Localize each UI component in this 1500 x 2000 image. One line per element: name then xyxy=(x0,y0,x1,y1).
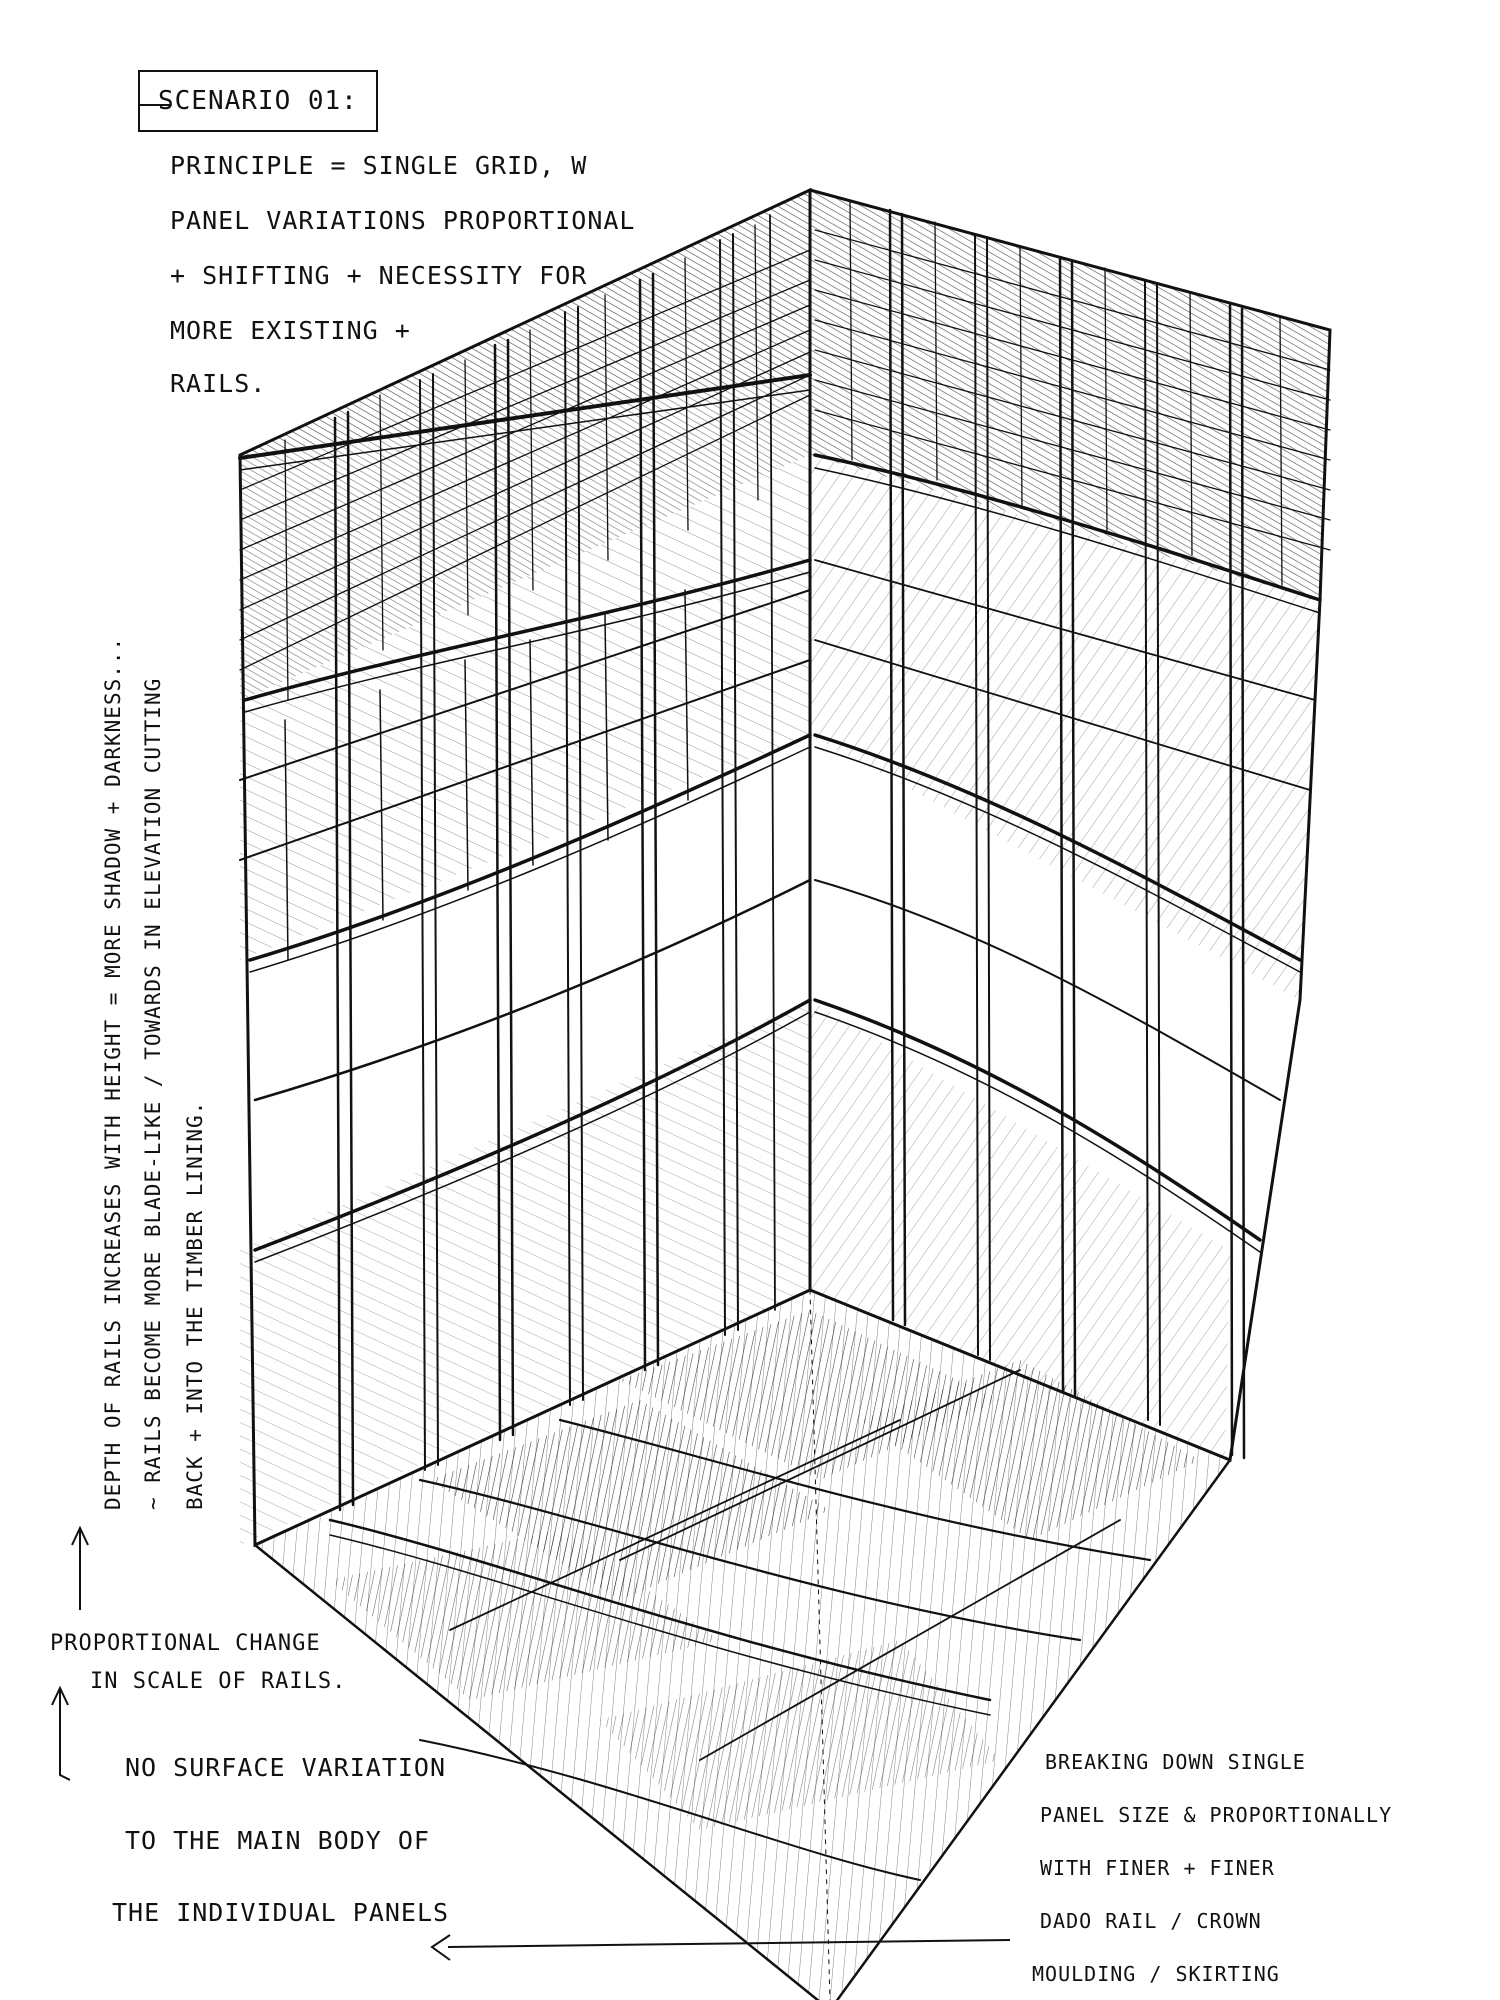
principle-line: MORE EXISTING + xyxy=(170,316,411,345)
surface-note-line: NO SURFACE VARIATION xyxy=(125,1753,447,1782)
principle-line: PRINCIPLE = SINGLE GRID, W xyxy=(170,151,588,180)
right-wall xyxy=(810,190,1330,1460)
breakdown-note-line: WITH FINER + FINER xyxy=(1040,1856,1275,1880)
scenario-title: SCENARIO 01: xyxy=(158,86,358,116)
breakdown-note-line: DADO RAIL / CROWN xyxy=(1040,1909,1262,1933)
breakdown-note-line: PANEL SIZE & PROPORTIONALLY xyxy=(1040,1803,1393,1827)
principle-line: PANEL VARIATIONS PROPORTIONAL xyxy=(170,206,636,235)
scenario-title-box xyxy=(138,70,378,132)
breakdown-note-line: MOULDING / SKIRTING xyxy=(1032,1962,1280,1986)
scale-note-line: IN SCALE OF RAILS. xyxy=(90,1669,347,1694)
vertical-note-line: BACK + INTO THE TIMBER LINING. xyxy=(183,1100,207,1510)
surface-note-line: THE INDIVIDUAL PANELS xyxy=(112,1898,450,1927)
vertical-note-line: DEPTH OF RAILS INCREASES WITH HEIGHT = MORE SHADOW + DARKNESS... xyxy=(101,636,125,1510)
breakdown-note-line: BREAKING DOWN SINGLE xyxy=(1045,1750,1306,1774)
principle-line: + SHIFTING + NECESSITY FOR xyxy=(170,261,588,290)
surface-note-line: TO THE MAIN BODY OF xyxy=(125,1826,430,1855)
vertical-note-line: ~ RAILS BECOME MORE BLADE-LIKE / TOWARDS IN ELEVATION CUTTING xyxy=(141,677,165,1510)
principle-line: RAILS. xyxy=(170,369,267,398)
scale-note-line: PROPORTIONAL CHANGE xyxy=(50,1631,321,1656)
